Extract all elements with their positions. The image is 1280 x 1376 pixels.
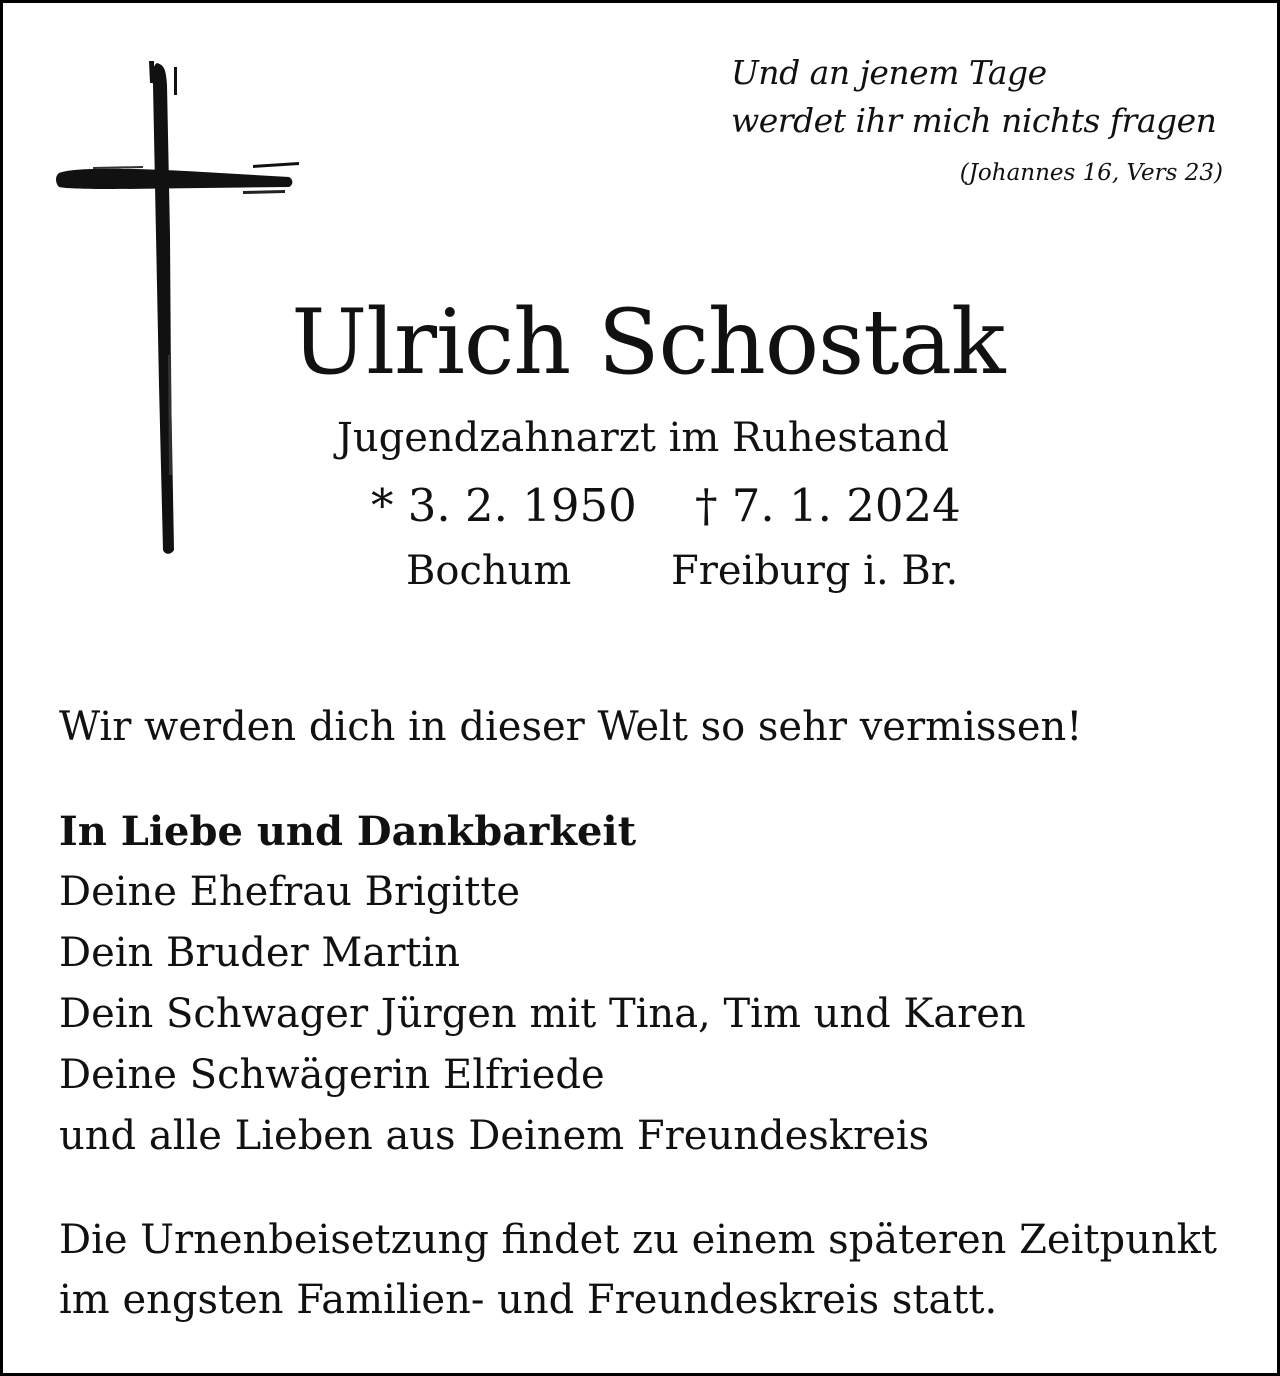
birth-date: * 3. 2. 1950 bbox=[371, 479, 637, 532]
burial-notice-line: Die Urnenbeisetzung findet zu einem späteren Zeitpunkt bbox=[59, 1217, 1217, 1263]
mourners-list bbox=[59, 801, 1239, 1167]
verse-line: werdet ihr mich nichts fragen bbox=[731, 101, 1217, 140]
verse-reference: (Johannes 16, Vers 23) bbox=[959, 160, 1223, 186]
farewell-message: Wir werden dich in dieser Welt so sehr vermissen! bbox=[59, 704, 1083, 750]
death-place: Freiburg i. Br. bbox=[671, 548, 959, 594]
burial-notice bbox=[59, 1210, 1239, 1330]
mourner-name: Deine Schwägerin Elfriede bbox=[59, 1052, 605, 1098]
bible-verse bbox=[731, 49, 1251, 145]
burial-notice-line: im engsten Familien- und Freundeskreis statt. bbox=[59, 1277, 998, 1323]
deceased-profession: Jugendzahnarzt im Ruhestand bbox=[336, 415, 950, 461]
closing-greeting: In Liebe und Dankbarkeit bbox=[59, 808, 637, 855]
verse-line: Und an jenem Tage bbox=[731, 53, 1047, 92]
deceased-name: Ulrich Schostak bbox=[291, 290, 1005, 395]
mourner-name: und alle Lieben aus Deinem Freundeskreis bbox=[59, 1113, 930, 1159]
mourner-name: Deine Ehefrau Brigitte bbox=[59, 869, 521, 915]
death-date: † 7. 1. 2024 bbox=[695, 479, 961, 532]
mourner-name: Dein Schwager Jürgen mit Tina, Tim und Karen bbox=[59, 991, 1026, 1037]
mourner-name: Dein Bruder Martin bbox=[59, 930, 460, 976]
birth-place: Bochum bbox=[406, 548, 572, 594]
